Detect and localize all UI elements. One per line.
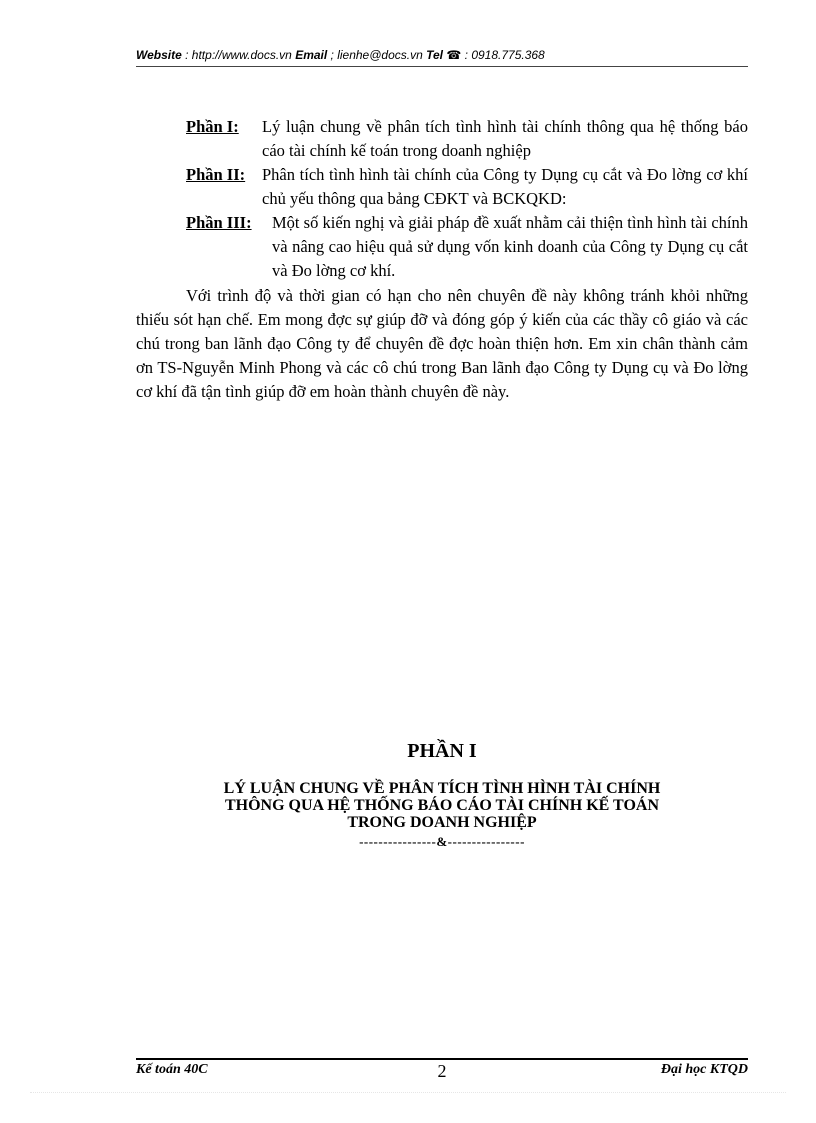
phone-number: : 0918.775.368 <box>461 48 545 62</box>
section-subtitle: LÝ LUẬN CHUNG VỀ PHÂN TÍCH TÌNH HÌNH TÀI CHÍNH THÔNG QUA HỆ THỐNG BÁO CÁO TÀI CHÍNH KẾ TOÁN TRONG DOANH NGHIỆP <box>223 780 661 831</box>
header-rule <box>136 66 748 67</box>
tel-label: Tel <box>426 48 444 62</box>
part-item-3 <box>186 211 748 283</box>
part-label: Phần III: <box>186 213 252 232</box>
body-paragraph: Với trình độ và thời gian có hạn cho nên chuyên đề này không tránh khỏi những thiếu sót hạn chế. Em mong đợc sự giúp đỡ và đóng góp ý kiến của các thầy cô giáo và các chú trong ban lãnh đạo Công ty để chuyên đề đợc hoàn thiện hơn. Em xin chân thành cảm ơn TS-Nguyễn Minh Phong và các cô chú trong Ban lãnh đạo Công ty Dụng cụ và Đo lờng cơ khí đã tận tình giúp đỡ em hoàn thành chuyên đề này. <box>136 286 748 401</box>
part-item-2 <box>186 163 748 211</box>
section-title: PHẦN I <box>407 740 477 762</box>
part-label: Phần I: <box>186 117 239 136</box>
footer-right-text: Đại học KTQD <box>660 1062 748 1077</box>
page-bottom-border <box>30 1092 786 1093</box>
phone-icon: ☎ <box>446 48 462 62</box>
email-link[interactable]: ; lienhe@docs.vn <box>327 48 427 62</box>
part-item-1 <box>186 115 748 163</box>
part-text: Phân tích tình hình tài chính của Công ty Dụng cụ cắt và Đo lờng cơ khí chủ yếu thông qua bảng CĐKT và BCKQKD: <box>262 165 748 208</box>
section-divider: ----------------&---------------- <box>359 834 525 849</box>
website-label: Website <box>136 48 182 62</box>
website-link[interactable]: : http://www.docs.vn <box>181 48 296 62</box>
footer-left-text: Kế toán 40C <box>136 1062 208 1077</box>
part-text: Một số kiến nghị và giải pháp đề xuất nhằm cải thiện tình hình tài chính và nâng cao hiệu quả sử dụng vốn kinh doanh của Công ty Dụng cụ cắt và Đo lờng cơ khí. <box>272 213 748 280</box>
page-number: 2 <box>437 1061 447 1081</box>
part-text: Lý luận chung về phân tích tình hình tài chính thông qua hệ thống báo cáo tài chính kế toán trong doanh nghiệp <box>262 117 748 160</box>
part-label: Phần II: <box>186 165 246 184</box>
page-header <box>136 48 748 62</box>
email-label: Email <box>295 48 328 62</box>
footer-rule <box>136 1058 748 1060</box>
